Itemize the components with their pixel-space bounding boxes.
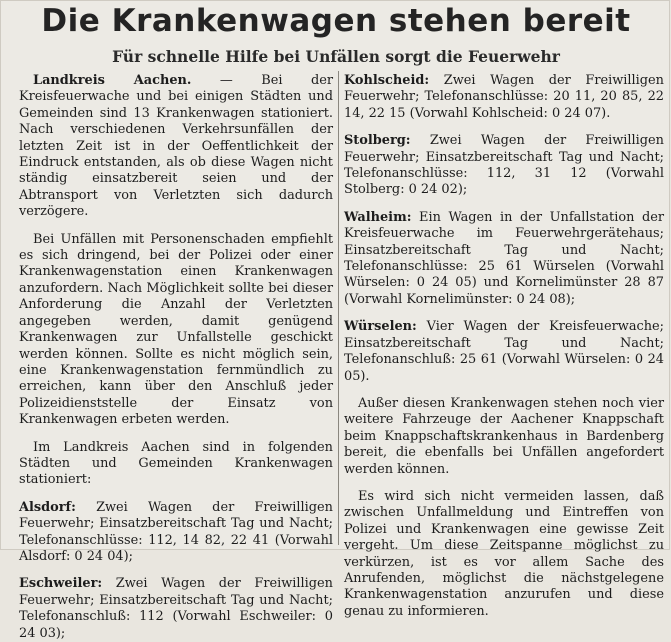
station-text: Zwei Wagen der Freiwilligen Feuerwehr; Einsatzbereitschaft Tag und Nacht; Telefonanschlüsse: 112, 14 82, 22 41 (Vorwahl Alsdorf: 0 24 04); bbox=[19, 499, 333, 564]
paragraph-stations-intro: Im Landkreis Aachen sind in folgenden Städten und Gemeinden Krankenwagen stationiert: bbox=[19, 439, 333, 488]
station-text: Zwei Wagen der Freiwilligen Feuerwehr; Einsatzbereitschaft Tag und Nacht; Telefonanschluß: 112 (Vorwahl Eschweiler: 0 24 03); bbox=[19, 576, 333, 641]
right-column bbox=[344, 73, 664, 619]
station-name: Würselen: bbox=[344, 319, 417, 335]
station-entry-kohlscheid bbox=[344, 73, 664, 122]
station-text: Vier Wagen der Kreisfeuerwache; Einsatzbereitschaft Tag und Nacht; Telefonanschluß: 25 61 (Vorwahl Würselen: 0 24 05). bbox=[344, 319, 664, 384]
station-name: Walheim: bbox=[344, 209, 412, 225]
subheadline: Für schnelle Hilfe bei Unfällen sorgt die Feuerwehr bbox=[112, 47, 560, 66]
headline: Die Krankenwagen stehen bereit bbox=[41, 3, 631, 39]
station-entry-eschweiler-part1 bbox=[19, 576, 333, 642]
station-entry-walheim bbox=[344, 210, 664, 308]
station-entry-stolberg bbox=[344, 133, 664, 199]
left-column bbox=[19, 73, 333, 641]
station-text: Zwei Wagen der Freiwilligen Feuerwehr; Einsatzbereitschaft Tag und Nacht; Telefonanschlüsse: 112, 31 12 (Vorwahl Stolberg: 0 24 02); bbox=[344, 133, 664, 198]
station-text: Zwei Wagen der Freiwilligen Feuerwehr; Telefonanschlüsse: 20 11, 20 85, 22 14, 22 15 (Vorwahl Kohlscheid: 0 24 07). bbox=[344, 73, 664, 121]
station-name: Alsdorf: bbox=[19, 499, 76, 515]
intro-text: — Bei der Kreisfeuerwache und bei einigen Städten und Gemeinden sind 13 Krankenwagen stationiert. Nach verschiedenen Verkehrsunfällen der letzten Zeit ist in der Oeffentlichkeit der Eindruck entstanden, als ob diese Wagen nicht ständig einsatzbereit seien und der Abtransport von Verletzten sich dadurch verzögere. bbox=[19, 73, 333, 220]
paragraph-closing: Es wird sich nicht vermeiden lassen, daß zwischen Unfallmeldung und Eintreffen von Polizei und Krankenwagen eine gewisse Zeit vergeht. Um diese Zeitspanne möglichst zu verkürzen, ist es vor allem Sache des Anrufenden, möglichst die nächstgelegene Krankenwagenstation anzurufen und diese genau zu informieren. bbox=[344, 488, 664, 619]
station-name: Stolberg: bbox=[344, 133, 411, 149]
station-entry-wuerselen bbox=[344, 319, 664, 385]
paragraph-request-ambulance: Bei Unfällen mit Personenschaden empfiehlt es sich dringend, bei der Polizei oder einer Krankenwagenstation einen Krankenwagen anzufordern. Nach Möglichkeit sollte bei dieser Anforderung die Anzahl der Verletzten angegeben werden, damit genügend Krankenwagen zur Unfallstelle geschickt werden können. Sollte es nicht möglich sein, eine Krankenwagenstation fernmündlich zu erreichen, kann über den Anschluß jeder Polizeidienststelle der Einsatz von Krankenwagen erbeten werden. bbox=[19, 231, 333, 428]
station-name: Kohlscheid: bbox=[344, 73, 430, 88]
intro-paragraph bbox=[19, 73, 333, 221]
station-text: Ein Wagen in der Unfallstation der Kreisfeuerwache im Feuerwehrgerätehaus; Einsatzbereitschaft Tag und Nacht; Telefonanschlüsse: 25 61 Würselen (Vorwahl Würselen: 0 24 05) und Kornelimünster 28 87 (Vorwahl Kornelimünster: 0 24 08); bbox=[344, 209, 664, 307]
station-name: Eschweiler: bbox=[19, 576, 103, 592]
column-divider bbox=[338, 71, 339, 545]
station-entry-alsdorf bbox=[19, 500, 333, 566]
dateline: Landkreis Aachen. bbox=[33, 73, 192, 88]
paragraph-knappschaft: Außer diesen Krankenwagen stehen noch vier weitere Fahrzeuge der Aachener Knappschaft beim Knappschaftskrankenhaus in Bardenberg bereit, die ebenfalls bei Unfällen angefordert werden können. bbox=[344, 395, 664, 477]
